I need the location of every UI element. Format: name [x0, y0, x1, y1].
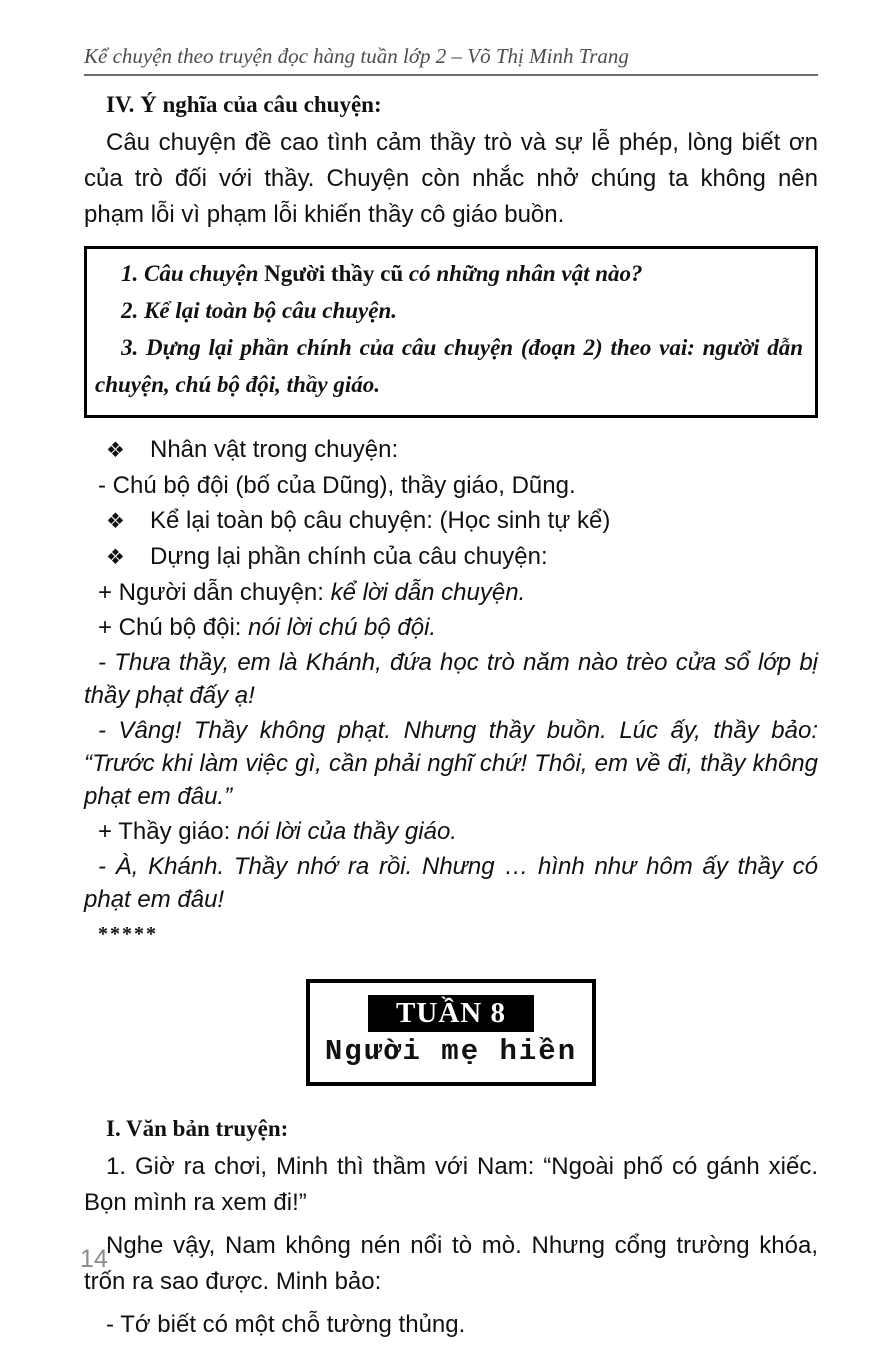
dialog-line-1: - Thưa thầy, em là Khánh, đứa học trò năm nào trèo cửa sổ lớp bị thầy phạt đấy ạ!: [84, 649, 818, 709]
week-8-label: TUẦN 8: [368, 995, 534, 1032]
question-box: [84, 246, 818, 418]
section-4-heading: IV. Ý nghĩa của câu chuyện:: [106, 92, 382, 117]
role-soldier-label: + Chú bộ đội:: [98, 614, 249, 641]
question-item-3: 3. Dựng lại phần chính của câu chuyện (đoạn 2) theo vai: người dẫn chuyện, chú bộ đội, thầy giáo.: [95, 335, 803, 397]
stars-separator: *****: [98, 923, 158, 945]
section-1-paragraph-2: Nghe vậy, Nam không nén nổi tò mò. Nhưng cổng trường khóa, trốn ra sao được. Minh bảo:: [84, 1232, 818, 1295]
question-1-story-title: Người thầy cũ: [264, 261, 404, 286]
role-narrator-note: kể lời dẫn chuyện.: [330, 579, 526, 606]
question-1-pre: 1. Câu chuyện: [121, 261, 265, 286]
week-8-box: [306, 979, 596, 1086]
answer-line-characters: - Chú bộ đội (bố của Dũng), thầy giáo, Dũng.: [98, 472, 576, 499]
dialog-line-3: - À, Khánh. Thầy nhớ ra rồi. Nhưng … hình như hôm ấy thầy có phạt em đâu!: [84, 853, 818, 913]
section-1-heading: I. Văn bản truyện:: [106, 1116, 289, 1141]
answers-section: [84, 433, 818, 951]
role-narrator-label: + Người dẫn chuyện:: [98, 579, 331, 606]
answer-bullet-2: [84, 504, 818, 538]
diamond-bullet-icon: ❖: [106, 439, 125, 462]
page-number: 14: [80, 1245, 108, 1273]
role-teacher-note: nói lời của thầy giáo.: [236, 818, 457, 845]
role-teacher-label: + Thầy giáo:: [98, 818, 237, 845]
answer-bullet-1-label: Nhân vật trong chuyện:: [150, 436, 399, 463]
week-8-story-title: Người mẹ hiền: [324, 1035, 578, 1068]
role-narrator-line: [84, 576, 818, 609]
running-header: Kể chuyện theo truyện đọc hàng tuần lớp 2 – Võ Thị Minh Trang: [84, 44, 818, 76]
role-soldier-line: [84, 611, 818, 644]
section-1-paragraph-3: - Tớ biết có một chỗ tường thủng.: [106, 1311, 466, 1338]
diamond-bullet-icon: ❖: [106, 546, 125, 569]
role-teacher-line: [84, 815, 818, 848]
section-1-paragraph-1: 1. Giờ ra chơi, Minh thì thầm với Nam: “Ngoài phố có gánh xiếc. Bọn mình ra xem đi!”: [84, 1153, 818, 1216]
answer-bullet-3-label: Dựng lại phần chính của câu chuyện:: [150, 543, 548, 570]
answer-bullet-2-label: Kể lại toàn bộ câu chuyện: (Học sinh tự kể): [150, 507, 611, 534]
answer-bullet-3: [84, 540, 818, 574]
question-item-1: [95, 255, 803, 292]
question-1-post: có những nhân vật nào?: [403, 261, 643, 286]
role-soldier-note: nói lời chú bộ đội.: [248, 614, 437, 641]
diamond-bullet-icon: ❖: [106, 510, 125, 533]
section-4-paragraph: Câu chuyện đề cao tình cảm thầy trò và sự lễ phép, lòng biết ơn của trò đối với thầy. Chuyện còn nhắc nhở chúng ta không nên phạm lỗi vì phạm lỗi khiến thầy cô giáo buồn.: [84, 129, 818, 228]
dialog-line-2: - Vâng! Thầy không phạt. Nhưng thầy buồn. Lúc ấy, thầy bảo: “Trước khi làm việc gì, cần phải nghĩ chứ! Thôi, em về đi, thầy không phạt em đâu.”: [84, 717, 818, 810]
answer-bullet-1: [84, 433, 818, 467]
question-item-2: 2. Kể lại toàn bộ câu chuyện.: [121, 298, 398, 323]
